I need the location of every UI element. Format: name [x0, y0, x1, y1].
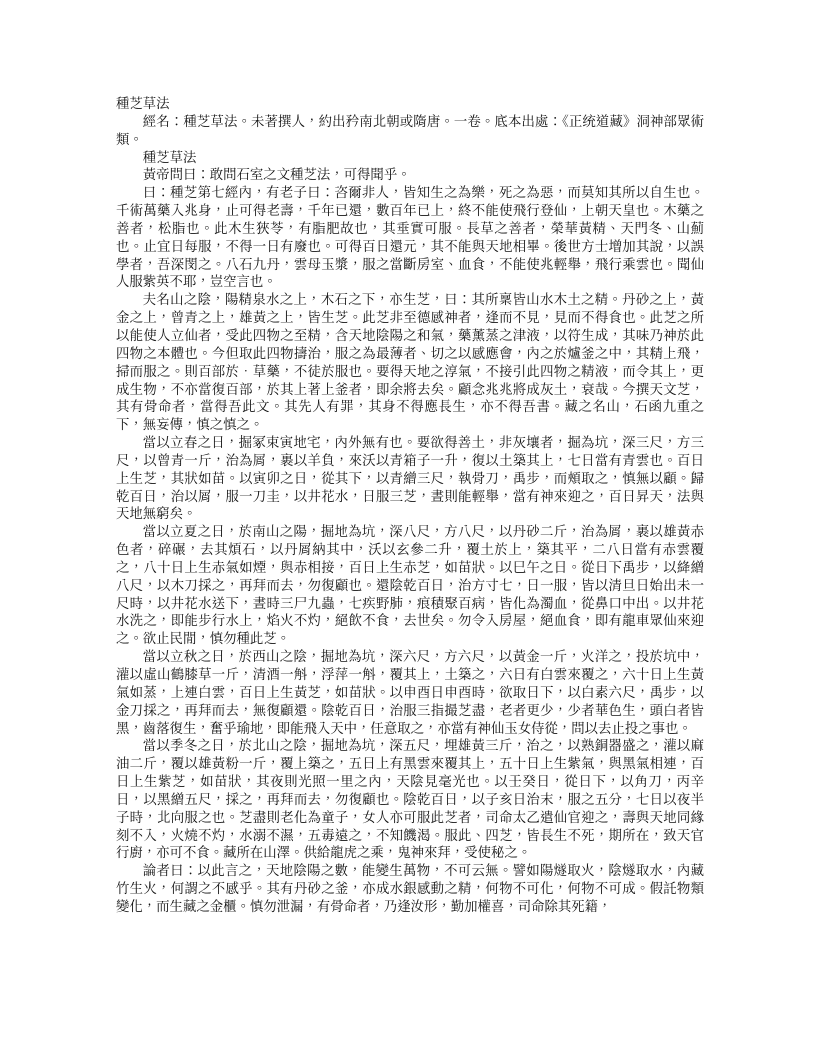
paragraph-liqiu-method: 當以立秋之日，於西山之陰，掘地為坑，深六尺，方六尺，以黃金一斤，火洋之，投於坑中，灌以虛山鶴膝草一斤，清酒一斛，浮萍一斛，覆其上，土築之，六日有白雲來覆之，六十日上生黃氣如蒸，上連白雲，百日上生黃芝，如苗狀。以申酉日申酉時，欲取日下，以白素六尺，禹步，以金刀採之，再拜而去，無復顧還。陰乾百日，治服三指撮芝盡，老者更少，少者華色生，頭白者皆黑，齒落復生，奮乎瑜地，即能飛入天中，任意取之，亦當有神仙玉女侍從，問以去止投之事也。 — [116, 650, 704, 737]
paragraph-famous-mountains: 夫名山之陰，陽精泉水之上，木石之下，亦生芝，曰：其所稟皆山水木土之精。丹砂之上，黃金之上，曾青之上，雄黃之上，皆生芝。此芝非至德感神者，逢而不見，見而不得食也。此芝之所以能使人立仙者，受此四物之至精，含天地陰陽之和氣，藥薰蒸之津液，以符生成，其味乃神於此四物之本體也。今但取此四物擣治，服之為最薄者、切之以感應會，內之於爐釜之中，其精上飛，掃而服之。則百部於．草藥，不徒於服也。要得天地之淳氣，不接引此四物之精液，而令其上，更成生物，不亦當復百部，於其上著上釜者，即余將去矣。顧念兆兆將成灰土，衰哉。今撰天文芝，其有骨命者，當得吾此文。其先人有罪，其身不得應長生，亦不得吾書。藏之名山，石函九重之下，無妄傳，慎之慎之。 — [116, 293, 704, 434]
bibliographic-note: 經名：種芝草法。未著撰人，約出矜南北朝或隋唐。一卷。底本出處：《正统道藏》洞神部眾術類。 — [116, 114, 704, 148]
paragraph-huangdi-question: 黃帝問曰：敢問石室之文種芝法，可得聞乎。 — [142, 168, 411, 184]
paragraph-lichun-method: 當以立春之日，掘冢束寅地宅，內外無有也。要欲得善土，非灰壤者，掘為坑，深三尺，方三尺，以曾青一斤，治為屑，裹以羊負，來沃以青箱子一升，復以土築其上，七日當有青雲也。百日上生芝，其狀如苗。以寅卯之日，從其下，以青繒三尺，執骨刀，禹步，而頰取之，慎無以顧。歸乾百日，治以屑，服一刀圭，以井花水，日服三芝，晝則能輕舉，當有神來迎之，百日昇天，法與天地無窮矣。 — [116, 436, 704, 523]
document-heading: 種芝草法 — [116, 97, 170, 112]
document-body — [116, 96, 704, 917]
paragraph-answer-laozi: 曰：種芝第七經內，有老子曰：咨爾非人，皆知生之為樂，死之為惡，而莫知其所以自生也。千術萬藥入兆身，止可得老壽，千年已還，數百年已上，終不能使飛行登仙，上朝天皇也。木藥之善者，松脂也。此木生狹苓，有脂肥故也，其垂實可服。長草之善者，榮華黃精、天門冬、山薊也。止宜日每服，不得一日有廢也。可得百日還元，其不能與天地相畢。後世方士增加其說，以誤學者，吾深閔之。八石九丹，雲母玉漿，服之當斷房室、血食，不能使兆輕舉，飛行乘雲也。聞仙人服紫英不耶，豈空言也。 — [116, 186, 704, 291]
inner-title: 種芝草法 — [142, 150, 197, 166]
paragraph-jidong-method: 當以季冬之日，於北山之陰，掘地為坑，深五尺，埋雄黃三斤，治之，以熟銅器盛之，灌以麻油二斤，覆以雄黃粉一斤，覆上築之，五日上有黑雲來覆其上，五十日上生紫氣，與黑氣相連，百日上生紫芝，如苗狀，其夜則光照一里之內，天陰見毫光也。以壬癸日，從日下，以角刀，丙辛日，以黑繒五尺，採之，再拜而去，勿復顧也。陰乾百日，以子亥日治末，服之五分，七日以夜半子時，北向服之也。芝盡則老化為童子，女人亦可服此芝者，司命太乙遣仙官迎之，壽與天地同緣刻不入，火燒不灼，水溺不濕，五毒遠之，不知饑渴。服此、四芝，皆長生不死，期所在，致天官行廚，亦可不食。藏所在山澤。供給龍虎之乘，鬼神來拜，受使秘之。 — [116, 739, 704, 862]
paragraph-lixia-method: 當以立夏之日，於南山之陽，掘地為坑，深八尺，方八尺，以丹砂二斤，治為屑，裹以雄黃赤色者，碎碾，去其煩石，以丹屑納其中，沃以玄參二升，覆土於上，築其平，二八日當有赤雲覆之，八十日上生赤氣如煙，與赤相接，百日上生赤芝，如苗狀。以巳午之日。從日下禹步，以絳繒八尺，以木刀採之，再拜而去，勿復顧也。還陰乾百日，治方寸七，日一服，皆以清旦日始出未一尺時，以井花水送下，晝時三尸九蟲，七疾野肺，痕積聚百病，皆化為濁血，從鼻口中出。以井花水洗之，即能步行水上，焰火不灼，絕飲不食，去世矣。勿令入房屋，絕血食，即有龍車眾仙來迎之。欲止民閒，慎勿種此芝。 — [116, 525, 704, 648]
paragraph-commentator-note: 論者曰：以此言之，天地陰陽之數，能變生萬物，不可云無。譬如陽燧取火，陰燧取水，內藏竹生火，何謂之不感乎。其有丹砂之釜，亦成水銀感動之精，何物不可化，何物不可成。假託物類變化，而生藏之金櫃。慎勿泄漏，有骨命者，乃逢汝形，勤加權喜，司命除其死籍， — [116, 864, 704, 915]
